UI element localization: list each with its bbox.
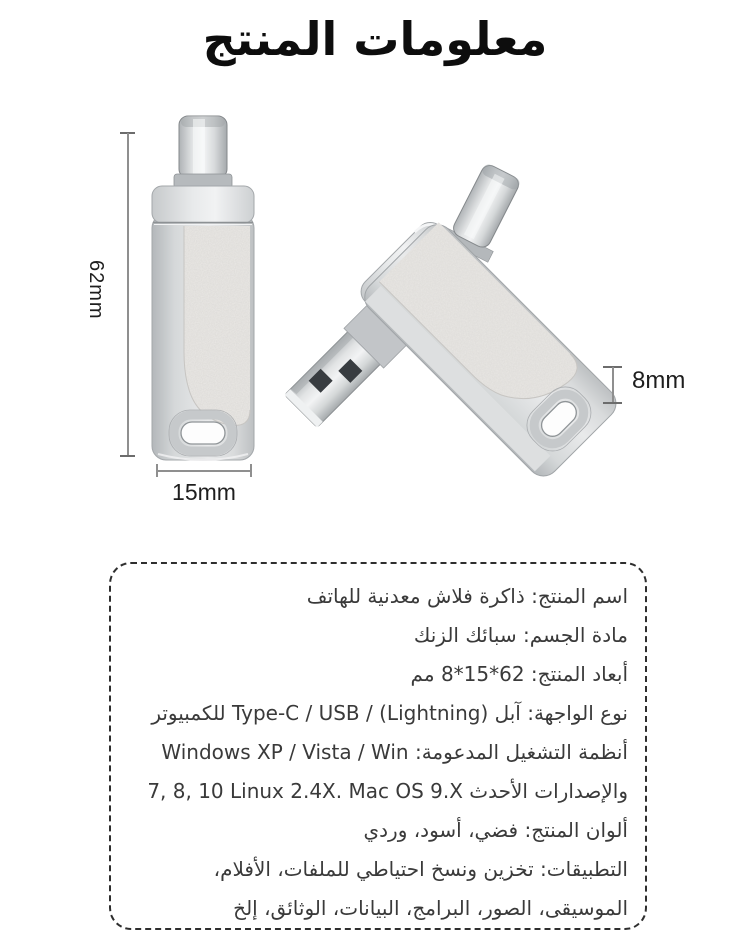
spec-line-applications-cont: الموسيقى، الصور، البرامج، البيانات، الوثائق، إلخ [233,896,628,920]
spec-line-dimensions: أبعاد المنتج: 62*15*8 مم [410,662,628,686]
spec-line-applications: التطبيقات: تخزين ونسخ احتياطي للملفات، الأفلام، [213,857,628,881]
height-dimension-bottom-cap [120,455,135,457]
thickness-dimension-bottom-cap [603,402,622,404]
thickness-dimension-line [612,367,614,402]
spec-line-os-versions-latin: 7, 8, 10 Linux 2.4X. Mac OS 9.X [147,779,463,803]
width-dimension-label: 15mm [172,479,236,505]
thickness-dimension-label: 8mm [632,367,686,394]
spec-line-os-versions [121,772,628,811]
product-images-section [0,95,750,555]
height-dimension-label: 62mm [85,260,107,320]
flash-drive-open-image [276,136,626,481]
spec-line-colors: ألوان المنتج: فضي، أسود، وردي [363,818,628,842]
spec-line-interface: نوع الواجهة: آبل (Lightning) / Type-C / USB للكمبيوتر [151,701,628,725]
spec-line-os-versions-arabic: والإصدارات الأحدث [469,779,628,803]
spec-box [109,562,647,930]
spec-line-product-name: اسم المنتج: ذاكرة فلاش معدنية للهاتف [306,584,628,608]
spec-line-os-support: أنظمة التشغيل المدعومة: Windows XP / Vista / Win [161,740,628,764]
height-dimension-line [127,133,129,455]
width-dimension-right-tick [250,464,252,477]
width-dimension-line [156,470,251,472]
flash-drive-front-image [146,114,260,466]
spec-line-material: مادة الجسم: سبائك الزنك [413,623,628,647]
page-title: معلومات المنتج [202,12,548,66]
